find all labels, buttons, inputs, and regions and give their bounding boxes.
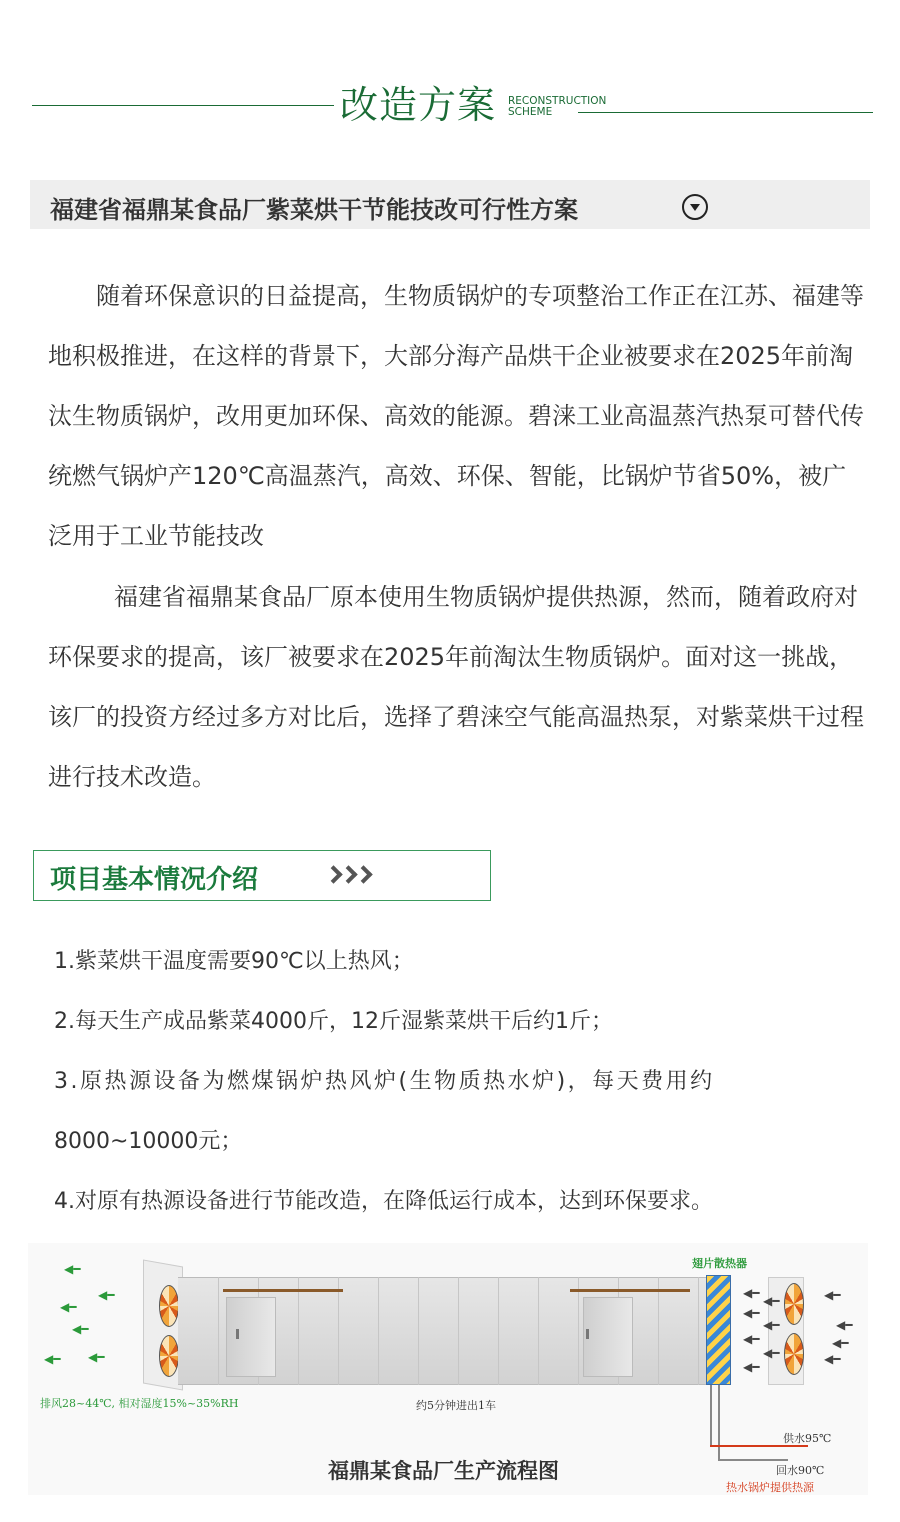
fan-icon [784, 1333, 804, 1375]
article-paragraph-1: 随着环保意识的日益提高，生物质锅炉的专项整治工作正在江苏、福建等地积极推进，在这样的背景下，大部分海产品烘干企业被要求在2025年前淘汰生物质锅炉，改用更加环保、高效的能源。碧涞工业高温蒸汽热泵可替代传统燃气锅炉产120℃高温蒸汽，高效、环保、智能，比锅炉节省50%，被广泛用于工业节能技改 [48, 282, 864, 550]
page-subtitle [508, 96, 606, 118]
exhaust-arrow-icon: ◀━ [64, 1262, 81, 1276]
airflow-arrow-icon: ◀━ [763, 1318, 780, 1332]
airflow-arrow-icon: ◀━ [743, 1360, 760, 1374]
airflow-arrow-icon: ◀━ [824, 1352, 841, 1366]
page-title: 改造方案 [340, 83, 497, 127]
airflow-arrow-icon: ◀━ [824, 1288, 841, 1302]
supply-water-label: 供水95℃ [783, 1432, 832, 1445]
airflow-arrow-icon: ◀━ [832, 1336, 849, 1350]
return-water-label: 回水90℃ [776, 1464, 825, 1477]
exhaust-arrow-icon: ◀━ [60, 1300, 77, 1314]
airflow-arrow-icon: ◀━ [763, 1294, 780, 1308]
airflow-arrow-icon: ◀━ [743, 1286, 760, 1300]
airflow-arrow-icon: ◀━ [763, 1346, 780, 1360]
track-rail [570, 1289, 690, 1292]
page-subtitle-line1: RECONSTRUCTION [508, 95, 607, 107]
heat-source-label: 热水锅炉提供热源 [726, 1481, 814, 1494]
track-rail [223, 1289, 343, 1292]
triple-chevron-right-icon [327, 865, 372, 881]
airflow-arrow-icon: ◀━ [743, 1306, 760, 1320]
fan-icon [159, 1285, 179, 1327]
list-item: 3.原热源设备为燃煤锅炉热风炉(生物质热水炉)，每天费用约 [54, 1069, 715, 1094]
door [226, 1297, 276, 1377]
section-heading-box [33, 850, 491, 901]
door [583, 1297, 633, 1377]
airflow-arrow-icon: ◀━ [743, 1332, 760, 1346]
list-item: 1.紫菜烘干温度需要90℃以上热风； [54, 949, 414, 974]
article-paragraph-2: 福建省福鼎某食品厂原本使用生物质锅炉提供热源，然而，随着政府对环保要求的提高，该厂被要求在2025年前淘汰生物质锅炉。面对这一挑战，该厂的投资方经过多方对比后，选择了碧涞空气能高温热泵，对紫菜烘干过程进行技术改造。 [48, 583, 864, 791]
fin-heat-exchanger [706, 1275, 731, 1385]
exhaust-arrow-icon: ◀━ [44, 1352, 61, 1366]
list-item: 4.对原有热源设备进行节能改造，在降低运行成本，达到环保要求。 [54, 1189, 713, 1214]
article-title: 福建省福鼎某食品厂紫菜烘干节能技改可行性方案 [50, 196, 578, 224]
circle-chevron-down-icon[interactable] [682, 194, 708, 220]
exhaust-arrow-icon: ◀━ [72, 1322, 89, 1336]
exhaust-arrow-icon: ◀━ [98, 1288, 115, 1302]
fan-icon [159, 1335, 179, 1377]
fin-label: 翅片散热器 [692, 1257, 747, 1270]
diagram-caption: 福鼎某食品厂生产流程图 [328, 1459, 559, 1483]
header-divider-right [578, 112, 873, 113]
list-item: 2.每天生产成品紫菜4000斤，12斤湿紫菜烘干后约1斤； [54, 1009, 613, 1034]
speed-label: 约5分钟进出1车 [416, 1399, 496, 1412]
page-subtitle-line2: SCHEME [508, 106, 553, 118]
section-heading: 项目基本情况介绍 [50, 865, 259, 895]
airflow-arrow-icon: ◀━ [836, 1318, 853, 1332]
article-title-bar [30, 180, 870, 229]
fan-icon [784, 1283, 804, 1325]
exhaust-arrow-icon: ◀━ [88, 1350, 105, 1364]
exhaust-label: 排风28~44℃, 相对湿度15%~35%RH [40, 1397, 239, 1410]
process-flow-diagram [28, 1243, 868, 1495]
header-divider-left [32, 105, 334, 106]
list-item-continued: 8000~10000元； [54, 1129, 243, 1154]
